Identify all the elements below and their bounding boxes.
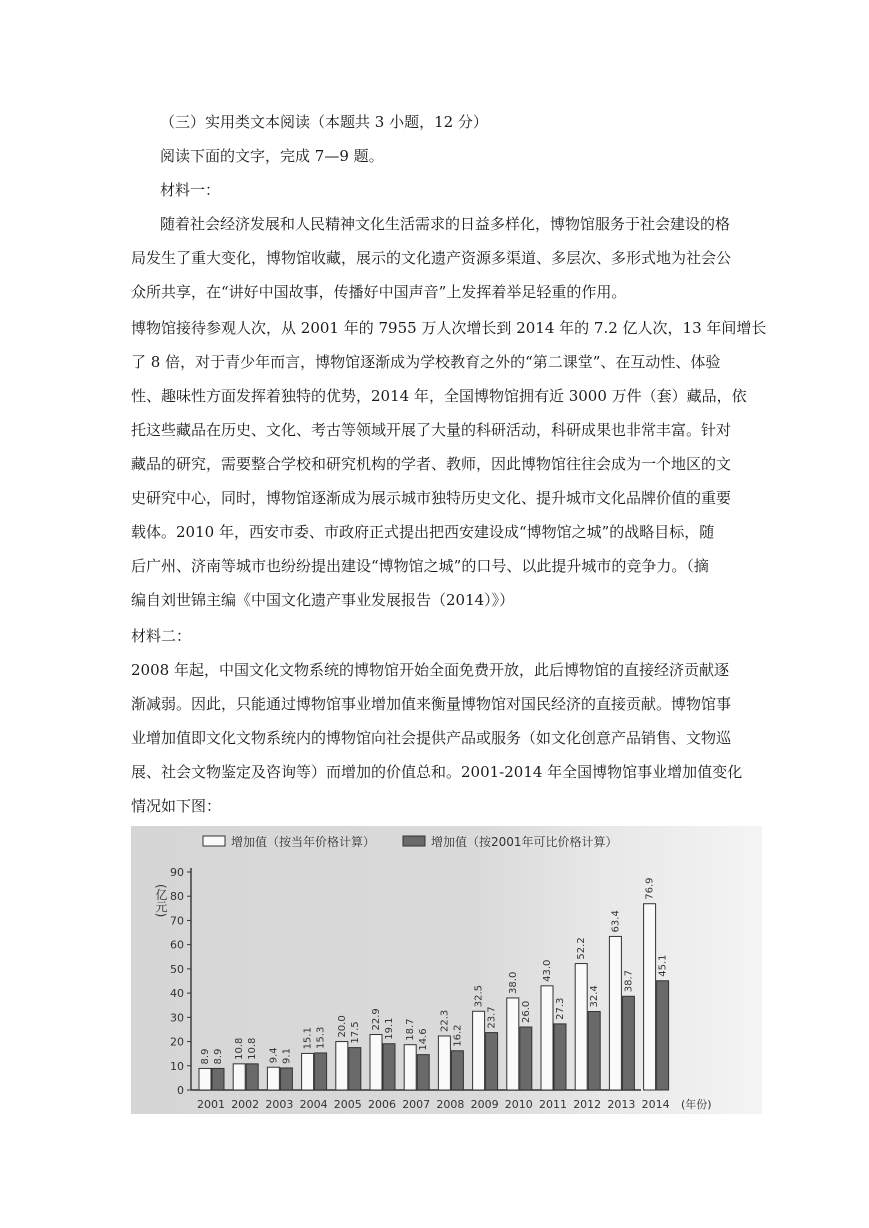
data-label-current-price: 18.7 [405, 1018, 417, 1041]
bar-comparable-price [280, 1068, 292, 1090]
legend-swatch-comparable-price [403, 836, 425, 846]
bar-current-price [438, 1036, 450, 1090]
data-label-comparable-price: 15.3 [315, 1026, 327, 1049]
bar-current-price [370, 1035, 382, 1090]
data-label-comparable-price: 9.1 [281, 1048, 293, 1064]
data-label-current-price: 43.0 [542, 959, 553, 982]
bar-comparable-price [520, 1027, 532, 1090]
text-line: 情况如下图： [131, 797, 222, 815]
text-line: 材料一： [160, 181, 221, 199]
bar-current-price [233, 1064, 245, 1090]
y-tick-label: 80 [170, 890, 184, 904]
y-tick-label: 90 [170, 866, 184, 879]
bar-current-price [267, 1067, 279, 1090]
bar-comparable-price [417, 1055, 429, 1090]
bar-current-price [507, 998, 519, 1090]
data-label-comparable-price: 16.2 [452, 1024, 464, 1047]
data-label-current-price: 15.1 [302, 1027, 314, 1050]
data-label-current-price: 9.4 [268, 1047, 280, 1064]
y-tick-label: 0 [177, 1084, 184, 1097]
bar-comparable-price [451, 1051, 463, 1090]
data-label-comparable-price: 32.4 [589, 985, 601, 1008]
data-label-comparable-price: 26.0 [520, 1000, 532, 1024]
text-line: 博物馆接待参观人次，从 2001 年的 7955 万人次增长到 2014 年的 7.2 亿人次，13 年间增长 [131, 319, 767, 337]
bar-comparable-price [588, 1012, 600, 1090]
bar-current-price [302, 1053, 314, 1090]
data-label-current-price: 10.8 [234, 1037, 246, 1060]
bar-current-price [644, 904, 656, 1090]
bar-comparable-price [349, 1048, 361, 1090]
y-axis-label: (亿元) [154, 884, 168, 918]
x-tick-label: 2004 [299, 1098, 328, 1111]
chart-svg [131, 826, 762, 1114]
bar-comparable-price [315, 1053, 327, 1090]
x-tick-label: 2009 [470, 1098, 499, 1111]
text-line: 随着社会经济发展和人民精神文化生活需求的日益多样化，博物馆服务于社会建设的格 [160, 215, 731, 233]
x-tick-label: 2008 [436, 1098, 465, 1111]
bar-current-price [404, 1045, 416, 1090]
data-label-current-price: 38.0 [507, 971, 519, 994]
text-line: 史研究中心，同时，博物馆逐渐成为展示城市独特历史文化、提升城市文化品牌价值的重要 [131, 489, 732, 507]
data-label-current-price: 52.2 [576, 937, 588, 960]
bar-current-price [575, 964, 587, 1090]
x-axis-label: (年份) [681, 1098, 712, 1111]
bar-comparable-price [212, 1068, 224, 1090]
bar-comparable-price [486, 1033, 498, 1090]
bar-current-price [541, 986, 553, 1090]
text-line: 藏品的研究，需要整合学校和研究机构的学者、教师，因此博物馆往往会成为一个地区的文 [131, 455, 732, 473]
x-tick-label: 2003 [265, 1098, 294, 1111]
data-label-comparable-price: 8.9 [213, 1048, 224, 1065]
text-line: 展、社会文物鉴定及咨询等）而增加的价值总和。2001-2014 年全国博物馆事业增加值变化 [131, 763, 743, 781]
bar-current-price [609, 936, 621, 1090]
text-line: 材料二： [131, 627, 192, 645]
y-tick-label: 10 [170, 1059, 184, 1073]
x-tick-label: 2010 [504, 1098, 533, 1111]
data-label-current-price: 22.3 [439, 1009, 451, 1032]
legend-swatch-current-price [203, 836, 225, 846]
data-label-current-price: 76.9 [644, 877, 656, 900]
text-line: 阅读下面的文字，完成 7—9 题。 [160, 147, 384, 165]
bar-comparable-price [622, 996, 634, 1090]
legend-label-current-price: 增加值（按当年价格计算） [231, 835, 376, 849]
text-line: 众所共享，在“讲好中国故事，传播好中国声音”上发挥着举足轻重的作用。 [131, 283, 627, 301]
text-line: 渐减弱。因此，只能通过博物馆事业增加值来衡量博物馆对国民经济的直接贡献。博物馆事 [131, 695, 732, 713]
text-line: 托这些藏品在历史、文化、考古等领域开展了大量的科研活动，科研成果也非常丰富。针对 [131, 421, 732, 439]
data-label-comparable-price: 19.1 [384, 1017, 395, 1040]
y-tick-label: 70 [170, 914, 184, 928]
text-line: 载体。2010 年，西安市委、市政府正式提出把西安建设成“博物馆之城”的战略目标，随 [131, 523, 715, 541]
legend-label-comparable-price: 增加值（按2001年可比价格计算） [431, 835, 618, 849]
data-label-comparable-price: 14.6 [418, 1028, 430, 1051]
y-tick-label: 30 [170, 1011, 184, 1025]
text-line: 2008 年起，中国文化文物系统的博物馆开始全面免费开放，此后博物馆的直接经济贡献逐 [131, 661, 729, 679]
data-label-current-price: 63.4 [610, 910, 622, 933]
text-line: 编自刘世锦主编《中国文化遗产事业发展报告（2014）》） [131, 591, 515, 609]
text-line: 性、趣味性方面发挥着独特的优势，2014 年，全国博物馆拥有近 3000 万件（套）藏品，依 [131, 387, 747, 405]
text-line: 了 8 倍，对于青少年而言，博物馆逐渐成为学校教育之外的“第二课堂”、在互动性、体验 [131, 353, 721, 371]
text-line: 局发生了重大变化，博物馆收藏，展示的文化遗产资源多渠道、多层次、多形式地为社会公 [131, 249, 732, 267]
x-tick-label: 2011 [539, 1098, 567, 1111]
data-label-current-price: 20.0 [336, 1015, 348, 1038]
y-tick-label: 20 [170, 1035, 184, 1049]
bar-comparable-price [383, 1044, 395, 1090]
data-label-comparable-price: 23.7 [486, 1006, 498, 1029]
bar-comparable-price [657, 981, 669, 1090]
x-tick-label: 2005 [333, 1098, 362, 1111]
bar-comparable-price [554, 1024, 566, 1090]
data-label-current-price: 8.9 [200, 1048, 211, 1065]
data-label-comparable-price: 38.7 [623, 969, 635, 993]
y-tick-label: 40 [170, 987, 184, 1001]
y-tick-label: 50 [170, 962, 184, 976]
bar-current-price [473, 1011, 485, 1090]
text-line: （三）实用类文本阅读（本题共 3 小题，12 分） [160, 113, 488, 131]
x-tick-label: 2006 [368, 1098, 396, 1111]
text-line: 业增加值即文化文物系统内的博物馆向社会提供产品或服务（如文化创意产品销售、文物巡 [131, 729, 732, 747]
x-tick-label: 2013 [607, 1098, 636, 1111]
x-tick-label: 2012 [573, 1098, 602, 1111]
x-tick-label: 2001 [197, 1098, 225, 1111]
data-label-comparable-price: 10.8 [247, 1037, 259, 1060]
data-label-comparable-price: 17.5 [349, 1021, 361, 1044]
bar-comparable-price [246, 1064, 258, 1090]
bar-current-price [336, 1042, 348, 1090]
data-label-comparable-price: 27.3 [555, 997, 566, 1020]
x-tick-label: 2007 [402, 1098, 431, 1111]
y-tick-label: 60 [170, 938, 184, 952]
x-tick-label: 2002 [231, 1098, 260, 1111]
x-tick-label: 2014 [641, 1098, 670, 1111]
data-label-comparable-price: 45.1 [657, 954, 669, 977]
data-label-current-price: 22.9 [371, 1008, 382, 1031]
bar-chart [131, 826, 762, 1114]
data-label-current-price: 32.5 [473, 985, 485, 1008]
bar-current-price [199, 1068, 211, 1090]
text-line: 后广州、济南等城市也纷纷提出建设“博物馆之城”的口号、以此提升城市的竞争力。（摘 [131, 557, 709, 575]
